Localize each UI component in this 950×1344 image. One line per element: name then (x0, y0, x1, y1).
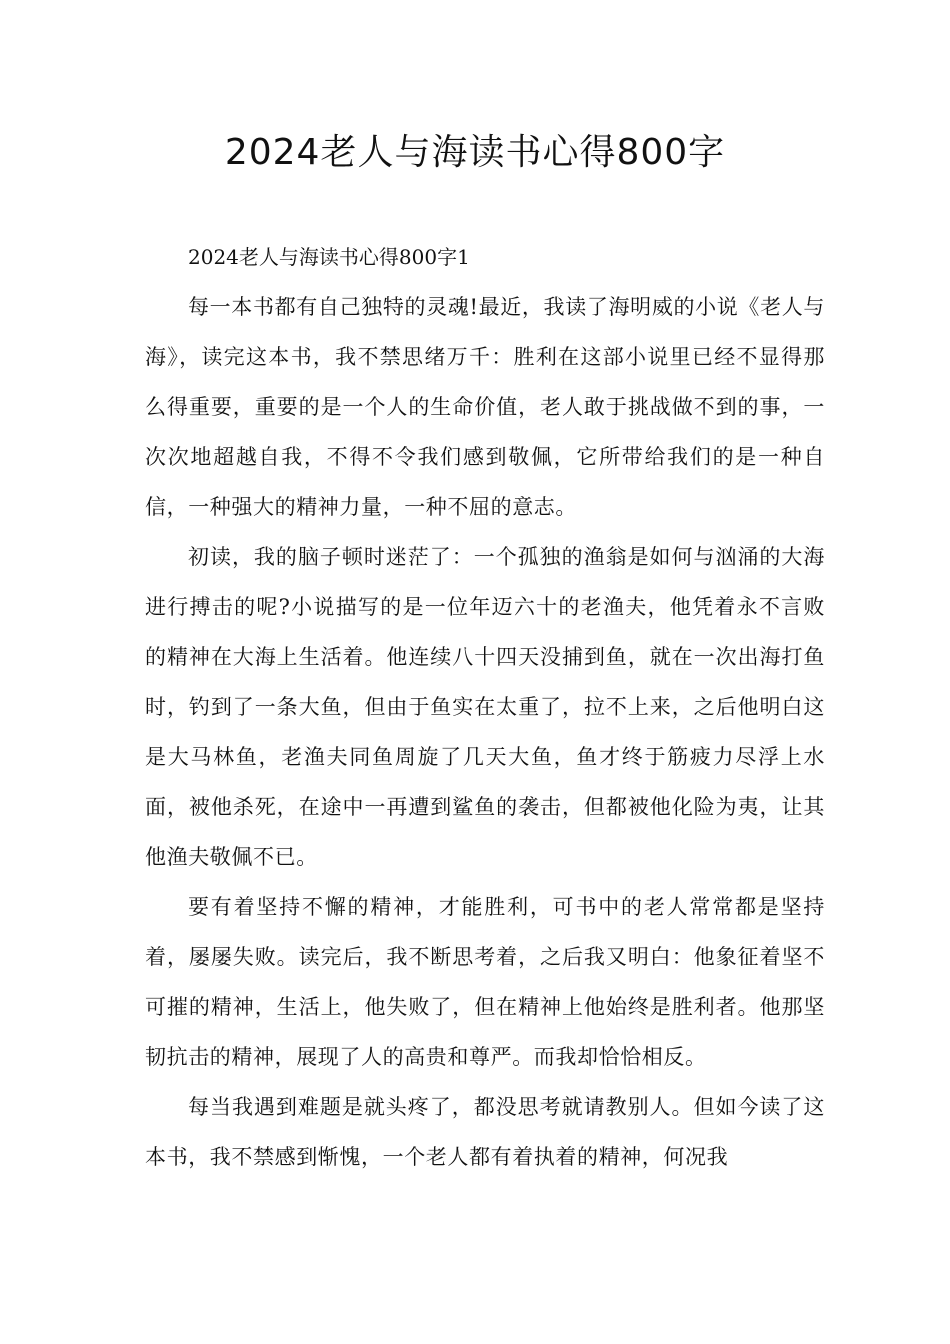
document-title: 2024老人与海读书心得800字 (224, 132, 726, 173)
section-subtitle: 2024老人与海读书心得800字1 (188, 245, 470, 269)
paragraph-4: 每当我遇到难题是就头疼了，都没思考就请教别人。但如今读了这本书，我不禁感到惭愧，一个老人都有着执着的精神，何况我 (145, 1095, 825, 1169)
paragraph-1: 每一本书都有自己独特的灵魂!最近，我读了海明威的小说《老人与海》，读完这本书，我不禁思绪万千：胜利在这部小说里已经不显得那么得重要，重要的是一个人的生命价值，老人敢于挑战做不到的事，一次次地超越自我，不得不令我们感到敬佩，它所带给我们的是一种自信，一种强大的精神力量，一种不屈的意志。 (145, 295, 825, 519)
paragraph-2: 初读，我的脑子顿时迷茫了：一个孤独的渔翁是如何与汹涌的大海进行搏击的呢?小说描写的是一位年迈六十的老渔夫，他凭着永不言败的精神在大海上生活着。他连续八十四天没捕到鱼，就在一次出海打鱼时，钓到了一条大鱼，但由于鱼实在太重了，拉不上来，之后他明白这是大马林鱼，老渔夫同鱼周旋了几天大鱼，鱼才终于筋疲力尽浮上水面，被他杀死，在途中一再遭到鲨鱼的袭击，但都被他化险为夷，让其他渔夫敬佩不已。 (145, 545, 825, 869)
paragraph-3: 要有着坚持不懈的精神，才能胜利，可书中的老人常常都是坚持着，屡屡失败。读完后，我不断思考着，之后我又明白：他象征着坚不可摧的精神，生活上，他失败了，但在精神上他始终是胜利者。他那坚韧抗击的精神，展现了人的高贵和尊严。而我却恰恰相反。 (145, 895, 825, 1069)
document-body (145, 232, 825, 1182)
